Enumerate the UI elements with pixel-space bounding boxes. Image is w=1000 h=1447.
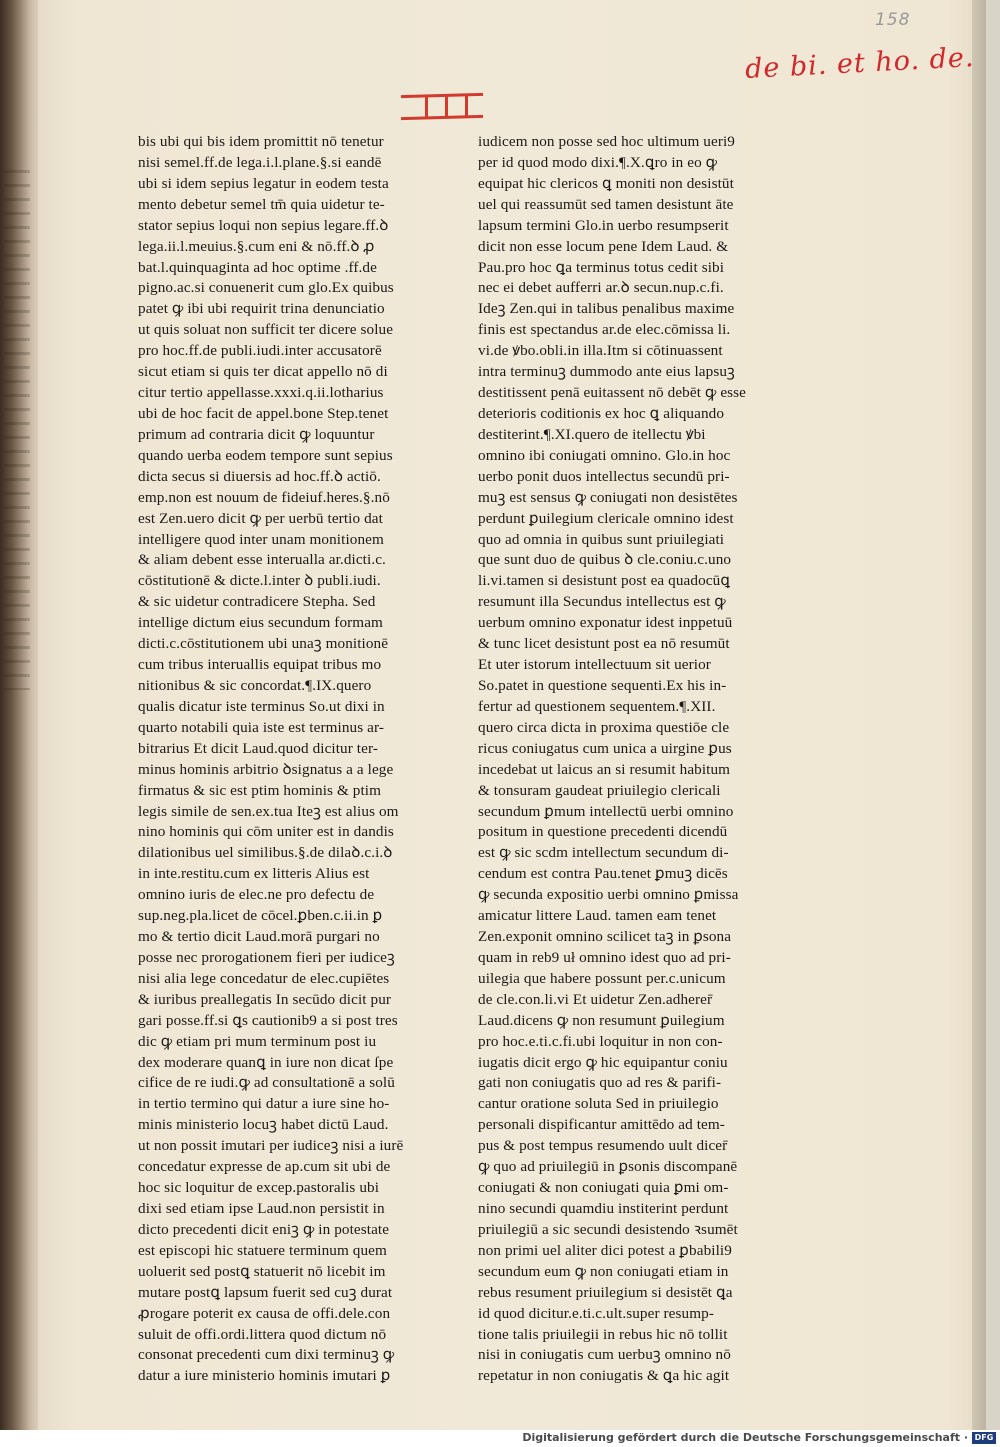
- text-line: minus hominis arbitrio ꝺsignatus a a lege: [138, 760, 394, 778]
- text-line: bitrarius Et dicit Laud.quod dicitur ter-: [138, 739, 378, 757]
- text-line: personali dispificantur amittēdo ad tem-: [478, 1116, 725, 1134]
- text-line: legis simile de sen.ex.tua Iteꝫ est alius om: [138, 802, 399, 820]
- text-line: secundum ꝑmum intellectū uerbi omnino: [478, 802, 734, 820]
- text-line: posse nec prorogationem fieri per iudiceꝫ: [138, 948, 395, 966]
- text-line: gati non coniugatis quo ad res & parifi-: [478, 1074, 722, 1092]
- text-line: finis est spectandus ar.de elec.cōmissa li.: [478, 321, 731, 339]
- text-line: & tonsuram gaudeat priuilegio clericali: [478, 781, 721, 799]
- text-line: quero circa dicta in proxima questiōe cle: [478, 718, 730, 736]
- adjacent-page-edge: [0, 0, 40, 1430]
- text-line: dicit non esse locum pene Idem Laud. &: [478, 237, 729, 255]
- text-line: sicut etiam si quis ter dicat appello nō di: [138, 363, 388, 381]
- text-line: de cle.con.li.vi Et uidetur Zen.adherer̄: [478, 990, 713, 1008]
- page-right-shadow: [972, 0, 986, 1430]
- text-line: ꝙ secunda expositio uerbi omnino ꝑmissa: [478, 886, 739, 904]
- text-line: dicta secus si diuersis ad hoc.ff.ꝺ actiō.: [138, 467, 381, 485]
- funding-credit: Digitalisierung gefördert durch die Deutsche Forschungsgemeinschaft ·: [522, 1431, 968, 1444]
- text-line: cantur oratione soluta Sed in priuilegio: [478, 1095, 719, 1113]
- text-line: consonat precedenti cum dixi terminuꝫ ꝙ: [138, 1346, 395, 1364]
- text-line: in inte.restitu.cum ex litteris Alius est: [138, 865, 370, 883]
- text-line: cifice de re iudi.ꝙ ad consultationē a solū: [138, 1074, 395, 1092]
- text-line: So.patet in questione sequenti.Ex his in-: [478, 676, 727, 694]
- text-line: cōstitutionē & dicte.l.inter ꝺ publi.iudi.: [138, 572, 381, 590]
- text-line: coniugati & non coniugati quia ꝑmi om-: [478, 1179, 729, 1197]
- text-line: destiterint.¶.XI.quero de itellectu ꝟbi: [478, 425, 706, 443]
- text-line: intra terminuꝫ dummodo ante eius lapsuꝫ: [478, 363, 735, 381]
- text-line: nisi alia lege concedatur de elec.cupiētes: [138, 969, 390, 987]
- text-line: fertur ad questionem sequentem.¶.XII.: [478, 697, 716, 715]
- folio-number: 158: [875, 10, 911, 30]
- text-line: cum tribus interuallis equipat tribus mo: [138, 656, 382, 674]
- text-line: ubi si idem sepius legatur in eodem testa: [138, 174, 389, 192]
- text-line: hoc sic loquitur de excep.pastoralis ubi: [138, 1179, 380, 1197]
- text-line: id quod dicitur.e.ti.c.ult.super resump-: [478, 1304, 714, 1322]
- text-line: intelligere quod inter unam monitionem: [138, 530, 384, 548]
- text-line: Ideꝫ Zen.qui in talibus penalibus maxime: [478, 300, 735, 318]
- numeral-top-bar: [401, 93, 483, 98]
- text-line: primum ad contraria dicit ꝙ loquuntur: [138, 425, 375, 443]
- text-line: patet ꝙ ibi ubi requirit trina denunciatio: [138, 300, 385, 318]
- text-line: in tertio termino qui datur a iure sine ho-: [138, 1095, 390, 1113]
- text-line: equipat hic clericos ꝗ moniti non desistūt: [478, 174, 734, 192]
- text-line: Et uter istorum intellectuum sit uerior: [478, 656, 711, 674]
- text-line: uilegia que habere possunt per.c.unicum: [478, 969, 726, 987]
- text-line: deterioris coditionis ex hoc ꝗ aliquando: [478, 404, 725, 422]
- text-line: Zen.exponit omnino scilicet taꝫ in ꝑsona: [478, 928, 732, 946]
- text-line: quam in reb9 uł omnino idest quo ad pri-: [478, 948, 731, 966]
- text-line: per id quod modo dixi.¶.X.ꝗro in eo ꝙ: [478, 153, 718, 171]
- text-line: ubi de hoc facit de appel.bone Step.tenet: [138, 404, 389, 422]
- text-line: quo ad omnia in quibus sunt priuilegiati: [478, 530, 725, 548]
- text-line: uerbum omnino exponatur idest inppetuū: [478, 614, 733, 632]
- text-line: tione talis priuilegii in rebus hic nō tollit: [478, 1325, 728, 1343]
- dfg-logo: DFG: [972, 1432, 996, 1444]
- text-line: sup.neg.pla.licet de cōcel.ꝑben.c.ii.in ꝑ: [138, 907, 383, 925]
- text-line: pus & post tempus resumendo uult dicer̄: [478, 1137, 728, 1155]
- text-line: repetatur in non coniugatis & ꝗa hic agit: [478, 1367, 730, 1385]
- text-line: & tunc licet desistunt post ea nō resumūt: [478, 635, 730, 653]
- text-line: secundum eum ꝙ non coniugati etiam in: [478, 1262, 729, 1280]
- text-line: muꝫ est sensus ꝙ coniugati non desistētes: [478, 488, 738, 506]
- text-line: pro hoc.ff.de publi.iudi.inter accusatorē: [138, 342, 382, 360]
- text-line: qualis dicatur iste terminus So.ut dixi in: [138, 697, 385, 715]
- text-line: Laud.dicens ꝙ non resumunt ꝑuilegium: [478, 1011, 725, 1029]
- text-line: mutare postꝗ lapsum fuerit sed cuꝫ durat: [138, 1283, 393, 1301]
- chapter-numeral: [395, 92, 495, 122]
- text-line: firmatus & sic est ptim hominis & ptim: [138, 781, 381, 799]
- text-line: omnino ibi coniugati omnino. Glo.in hoc: [478, 446, 731, 464]
- text-line: uerbo ponit duos intellectus secundū pri-: [478, 467, 730, 485]
- text-line: pro hoc.e.ti.c.fi.ubi loquitur in non con-: [478, 1032, 723, 1050]
- text-line: amicatur littere Laud. tamen eam tenet: [478, 907, 717, 925]
- text-line: ut non possit imutari per iudiceꝫ nisi a iurē: [138, 1137, 404, 1155]
- text-line: est Zen.uero dicit ꝙ per uerbū tertio dat: [138, 509, 383, 527]
- text-line: perdunt ꝑuilegium clericale omnino idest: [478, 509, 734, 527]
- text-line: ꝓrogare poterit ex causa de offi.dele.con: [138, 1304, 391, 1322]
- text-line: ꝙ quo ad priuilegiū in ꝑsonis discompanē: [478, 1158, 738, 1176]
- text-line: dic ꝙ etiam pri mum terminum post iu: [138, 1032, 377, 1050]
- text-line: & sic uidetur contradicere Stepha. Sed: [138, 593, 376, 611]
- text-line: Pau.pro hoc ꝗa terminus totus cedit sibi: [478, 258, 725, 276]
- text-line: citur tertio appellasse.xxxi.q.ii.lotharius: [138, 384, 384, 402]
- text-line: suluit de offi.ordi.littera quod dictum nō: [138, 1325, 387, 1343]
- text-line: minis ministerio locuꝫ habet dictū Laud.: [138, 1116, 389, 1134]
- text-line: nino hominis qui cōm uniter est in dandis: [138, 823, 394, 841]
- text-line: dilationibus uel similibus.§.de dilaꝺ.c.i.ꝺ: [138, 844, 393, 862]
- text-line: dicto precedenti dicit eniꝫ ꝙ in potestate: [138, 1220, 390, 1238]
- text-line: dixi sed etiam ipse Laud.non persistit in: [138, 1200, 385, 1218]
- text-line: iudicem non posse sed hoc ultimum ueri9: [478, 133, 735, 150]
- text-line: uoluerit sed postꝗ statuerit nō licebit im: [138, 1262, 386, 1280]
- text-line: uel qui reassumūt sed tamen desistunt āte: [478, 195, 734, 213]
- text-line: lapsum termini Glo.in uerbo resumpserit: [478, 216, 729, 234]
- text-line: positum in questione precedenti dicendū: [478, 823, 728, 841]
- text-line: lega.ii.l.meuius.§.cum eni & nō.ff.ꝺ ꝓ: [138, 237, 375, 255]
- text-line: stator sepius loqui non sepius legare.ff.ꝺ: [138, 216, 389, 234]
- text-line: emp.non est nouum de fideiuf.heres.§.nō: [138, 488, 390, 506]
- text-line: incedebat ut laicus an si resumit habitum: [478, 760, 731, 778]
- text-line: vi.de ꝟbo.obli.in illa.Itm si cōtinuassent: [478, 342, 723, 360]
- text-column-right: [478, 132, 774, 1387]
- text-line: nisi in coniugatis cum uerbuꝫ omnino nō: [478, 1346, 731, 1364]
- text-line: quando uerba eodem tempore sunt sepius: [138, 446, 393, 464]
- numeral-stroke-2: [445, 96, 448, 118]
- text-line: bis ubi qui bis idem promittit nō tenetur: [138, 133, 384, 150]
- text-line: ricus coniugatus cum unica a uirgine ꝑus: [478, 739, 732, 757]
- text-line: cendum est contra Pau.tenet ꝑmuꝫ dicēs: [478, 865, 728, 883]
- text-line: li.vi.tamen si desistunt post ea quadocūꝗ: [478, 572, 731, 590]
- text-line: resumunt illa Secundus intellectus est ꝙ: [478, 593, 726, 611]
- numeral-bottom-bar: [401, 115, 483, 120]
- text-line: rebus resument priuilegium si desistēt ꝗa: [478, 1283, 733, 1301]
- text-line: pigno.ac.si conuenerit cum glo.Ex quibus: [138, 279, 394, 297]
- text-line: nisi semel.ff.de lega.i.l.plane.§.si eandē: [138, 153, 382, 171]
- adjacent-page-text: [4, 170, 30, 690]
- text-line: concedatur expresse de ap.cum sit ubi de: [138, 1158, 391, 1176]
- text-line: est episcopi hic statuere terminum quem: [138, 1241, 387, 1259]
- text-line: omnino iuris de elec.ne pro defectu de: [138, 886, 375, 904]
- text-line: nino secundi quamdiu institerint perdunt: [478, 1200, 729, 1218]
- text-line: gari posse.ff.si ꝗs cautionib9 a si post tres: [138, 1011, 398, 1029]
- text-line: que sunt duo de quibus ꝺ cle.coniu.c.uno: [478, 551, 732, 569]
- text-line: dicti.c.cōstitutionem ubi unaꝫ monitionē: [138, 635, 389, 653]
- text-column-left: [138, 132, 434, 1387]
- text-line: iugatis dicit ergo ꝙ hic equipantur coniu: [478, 1053, 728, 1071]
- text-line: datur a iure ministerio hominis imutari ꝑ: [138, 1367, 391, 1385]
- numeral-stroke-3: [465, 96, 468, 118]
- text-line: mo & tertio dicit Laud.morā purgari no: [138, 928, 380, 946]
- text-line: dex moderare quanꝗ in iure non dicat ſpe: [138, 1053, 394, 1071]
- text-line: quarto notabili quia iste est terminus ar-: [138, 718, 384, 736]
- text-line: non primi uel aliter dici potest a ꝑbabili9: [478, 1241, 732, 1259]
- text-line: nec ei debet aufferri ar.ꝺ secun.nup.c.fi.: [478, 279, 724, 297]
- text-line: intellige dictum eius secundum formam: [138, 614, 383, 632]
- text-line: priuilegiū a sic secundi desistendo ꝛsumēt: [478, 1220, 738, 1238]
- text-line: mento debetur semel tm̄ quia uidetur te-: [138, 195, 385, 213]
- rubric-marginal-note: de bi. et ho. de.: [744, 42, 976, 85]
- text-line: nitionibus & sic concordat.¶.IX.quero: [138, 676, 372, 694]
- text-line: est ꝙ sic scdm intellectum secundum di-: [478, 844, 729, 862]
- text-line: destitissent penā euitassent nō debēt ꝙ esse: [478, 384, 747, 402]
- text-line: ut quis soluat non sufficit ter dicere solue: [138, 321, 394, 339]
- text-line: & aliam debent esse interualla ar.dicti.c.: [138, 551, 386, 569]
- text-line: & iuribus preallegatis In secūdo dicit pur: [138, 990, 392, 1008]
- text-line: bat.l.quinquaginta ad hoc optime .ff.de: [138, 258, 377, 276]
- numeral-stroke-1: [425, 96, 428, 118]
